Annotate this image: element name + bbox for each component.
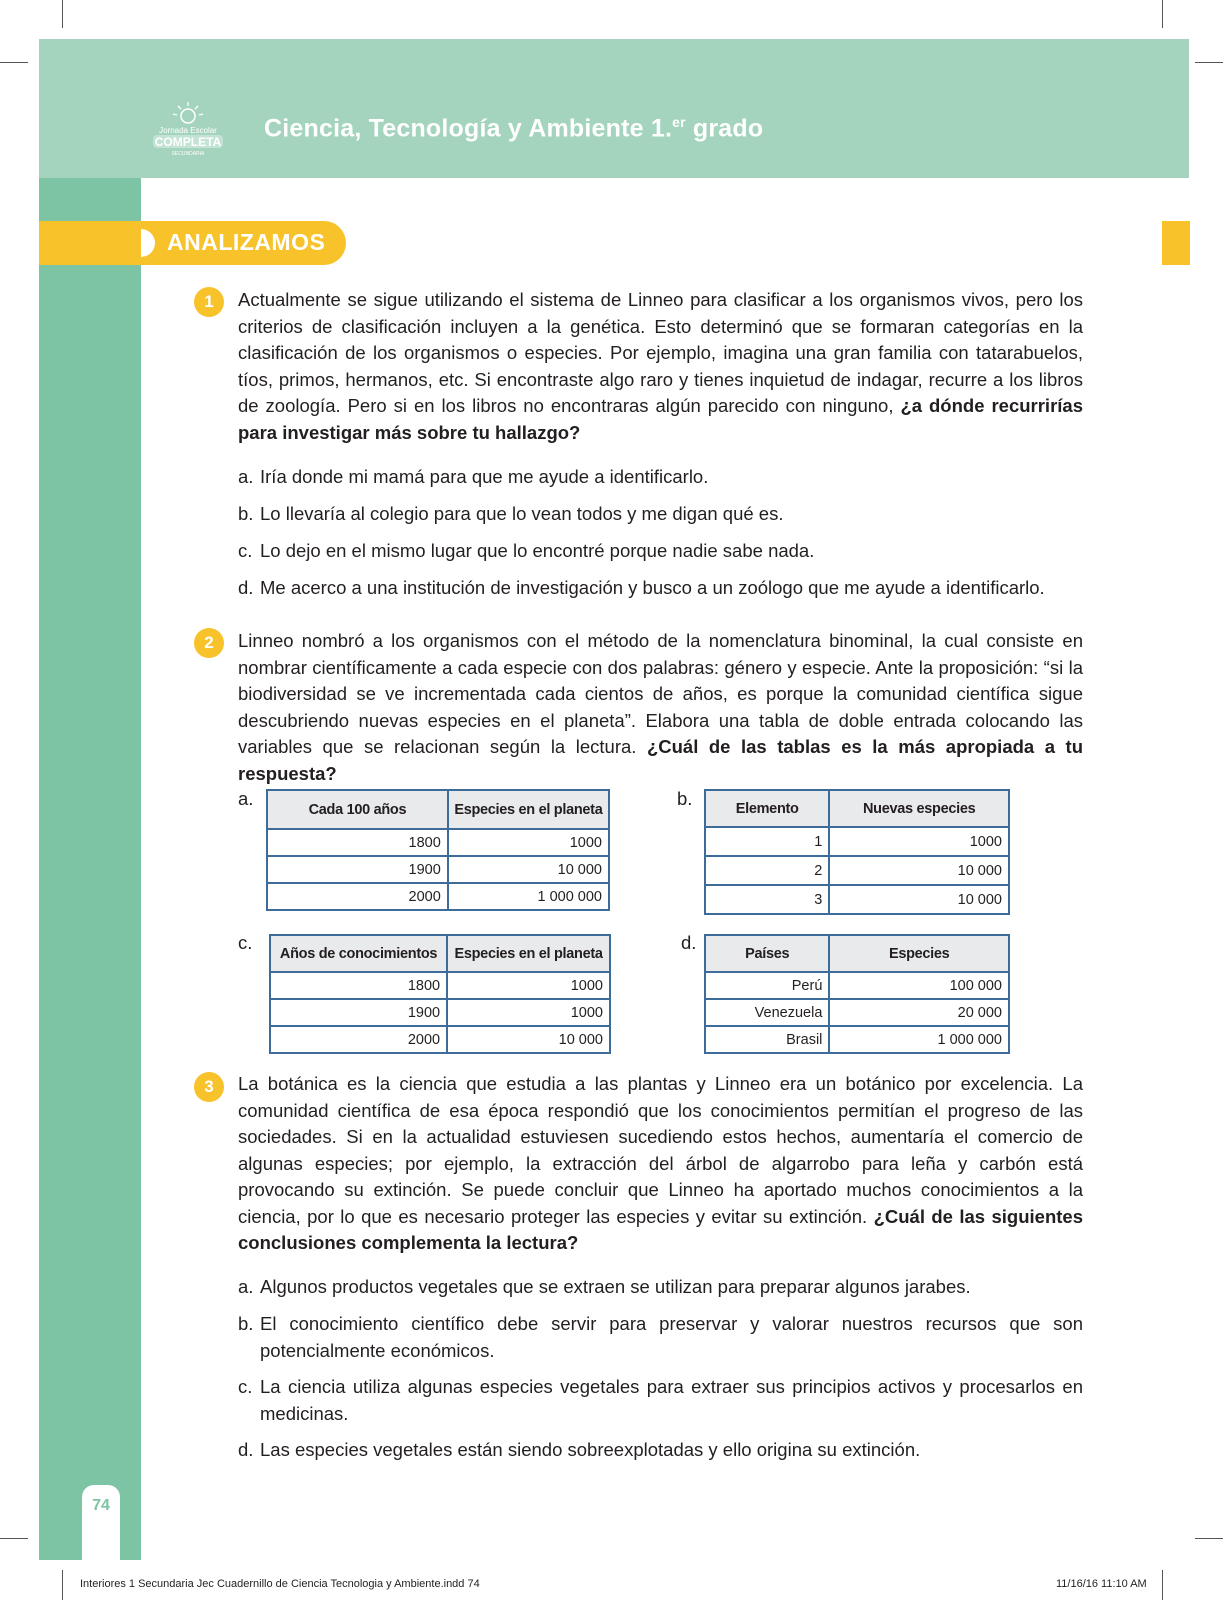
table-header: Países: [705, 935, 829, 972]
table-header: Especies en el planeta: [447, 935, 610, 972]
page-number: 74: [92, 1497, 110, 1514]
footer-timestamp: 11/16/16 11:10 AM: [1056, 1578, 1147, 1590]
table-row: Venezuela 20 000: [705, 999, 1009, 1026]
q1-option-a: a. Iría donde mi mamá para que me ayude a identificarlo.: [238, 466, 709, 487]
table-d-label: d.: [681, 932, 697, 953]
table-row: 2000 1 000 000: [267, 883, 609, 910]
table-header: Años de conocimientos: [270, 935, 447, 972]
table-header: Elemento: [705, 790, 829, 827]
svg-text:SECUNDARIA: SECUNDARIA: [171, 151, 205, 157]
edge-marker: [1162, 221, 1190, 265]
section-title: ANALIZAMOS: [167, 229, 326, 255]
table-row: 1800 1000: [270, 972, 610, 999]
svg-text:COMPLETA: COMPLETA: [154, 135, 222, 149]
question-2-badge: 2: [194, 628, 224, 658]
table-row: 2 10 000: [705, 856, 1009, 885]
table-c: [269, 934, 611, 1054]
q3-option-d: d. Las especies vegetales están siendo sobreexplotadas y ello origina su extinción.: [238, 1439, 921, 1460]
crop-mark: [0, 1538, 28, 1539]
table-row: 1900 10 000: [267, 856, 609, 883]
question-1-text: Actualmente se sigue utilizando el sistema de Linneo para clasificar a los organismos vivos, pero los criterios de clasificación incluyen a la genética. Esto determinó que se formaran categorías en la clasificación de los organismos o especies. Por ejemplo, imagina una gran familia con tatarabuelos, tíos, primos, hermanos, etc. Si encontraste algo raro y tienes inquietud de indagar, recurre a los libros de zoología. Pero si en los libros no encontraras algún parecido con ninguno, ¿a dónde recurrirías para investigar más sobre tu hallazgo?: [238, 289, 1083, 443]
table-row: 1900 1000: [270, 999, 610, 1026]
q1-option-b: b. Lo llevaría al colegio para que lo vean todos y me digan qué es.: [238, 503, 784, 524]
question-1-badge: 1: [194, 287, 224, 317]
left-margin-strip: [39, 178, 141, 1560]
table-a-label: a.: [238, 788, 254, 809]
table-b: [704, 789, 1010, 915]
question-3-text: La botánica es la ciencia que estudia a las plantas y Linneo era un botánico por excelencia. La comunidad científica de esa época respondió que los conocimientos permitían el progreso de las sociedades. Si en la actualidad estuviesen sucediendo estos hechos, aumentaría el comercio de algunas especies; por ejemplo, la extracción del árbol de algarrobo para leña y carbón está provocando su extinción. Se puede concluir que Linneo ha aportado muchos conocimientos a la ciencia, por lo que es necesario proteger las especies y evitar su extinción. ¿Cuál de las siguientes conclusiones complementa la lectura?: [238, 1073, 1083, 1253]
table-header: Cada 100 años: [267, 790, 448, 829]
table-header: Especies: [829, 935, 1009, 972]
svg-text:Jornada Escolar: Jornada Escolar: [159, 126, 217, 135]
crop-mark: [1162, 0, 1163, 28]
table-row: 2000 10 000: [270, 1026, 610, 1053]
crop-mark: [0, 62, 28, 63]
table-b-label: b.: [677, 788, 693, 809]
footer-filename: Interiores 1 Secundaria Jec Cuadernillo de Ciencia Tecnologia y Ambiente.indd 74: [80, 1578, 480, 1590]
q1-option-c: c. Lo dejo en el mismo lugar que lo encontré porque nadie sabe nada.: [238, 540, 815, 561]
table-a: [266, 789, 610, 911]
q3-option-c: c. La ciencia utiliza algunas especies vegetales para extraer sus principios activos y procesarlos en medicinas.: [238, 1376, 1083, 1424]
crop-mark: [62, 1570, 63, 1600]
table-header: Especies en el planeta: [448, 790, 609, 829]
book-title: Ciencia, Tecnología y Ambiente 1.$^{er}$ grado: [264, 114, 764, 143]
table-row: 3 10 000: [705, 885, 1009, 914]
q1-option-d: d. Me acerco a una institución de investigación y busco a un zoólogo que me ayude a identificarlo.: [238, 577, 1045, 598]
jornada-escolar-logo: [148, 100, 228, 160]
q3-option-a: a. Algunos productos vegetales que se extraen se utilizan para preparar algunos jarabes.: [238, 1276, 971, 1297]
crop-mark: [1195, 62, 1223, 63]
table-row: 1800 1000: [267, 829, 609, 856]
question-3-badge: 3: [194, 1072, 224, 1102]
crop-mark: [62, 0, 63, 28]
table-row: Brasil 1 000 000: [705, 1026, 1009, 1053]
question-2-text: Linneo nombró a los organismos con el método de la nomenclatura binominal, la cual consiste en nombrar científicamente a cada especie con dos palabras: género y especie. Ante la proposición: “si la biodiversidad se ve incrementada cada cientos de años, es porque la comunidad científica sigue descubriendo nuevas especies en el planeta”. Elabora una tabla de doble entrada colocando las variables que se relacionan según la lectura. ¿Cuál de las tablas es la más apropiada a tu respuesta?: [238, 630, 1083, 784]
q3-option-b: b. El conocimiento científico debe servir para preservar y valorar nuestros recursos que son potencialmente económicos.: [238, 1313, 1083, 1361]
table-row: Perú 100 000: [705, 972, 1009, 999]
crop-mark: [1162, 1570, 1163, 1600]
table-d: [704, 934, 1010, 1054]
table-row: 1 1000: [705, 827, 1009, 856]
table-header: Nuevas especies: [829, 790, 1009, 827]
table-c-label: c.: [238, 932, 253, 953]
crop-mark: [1195, 1538, 1223, 1539]
